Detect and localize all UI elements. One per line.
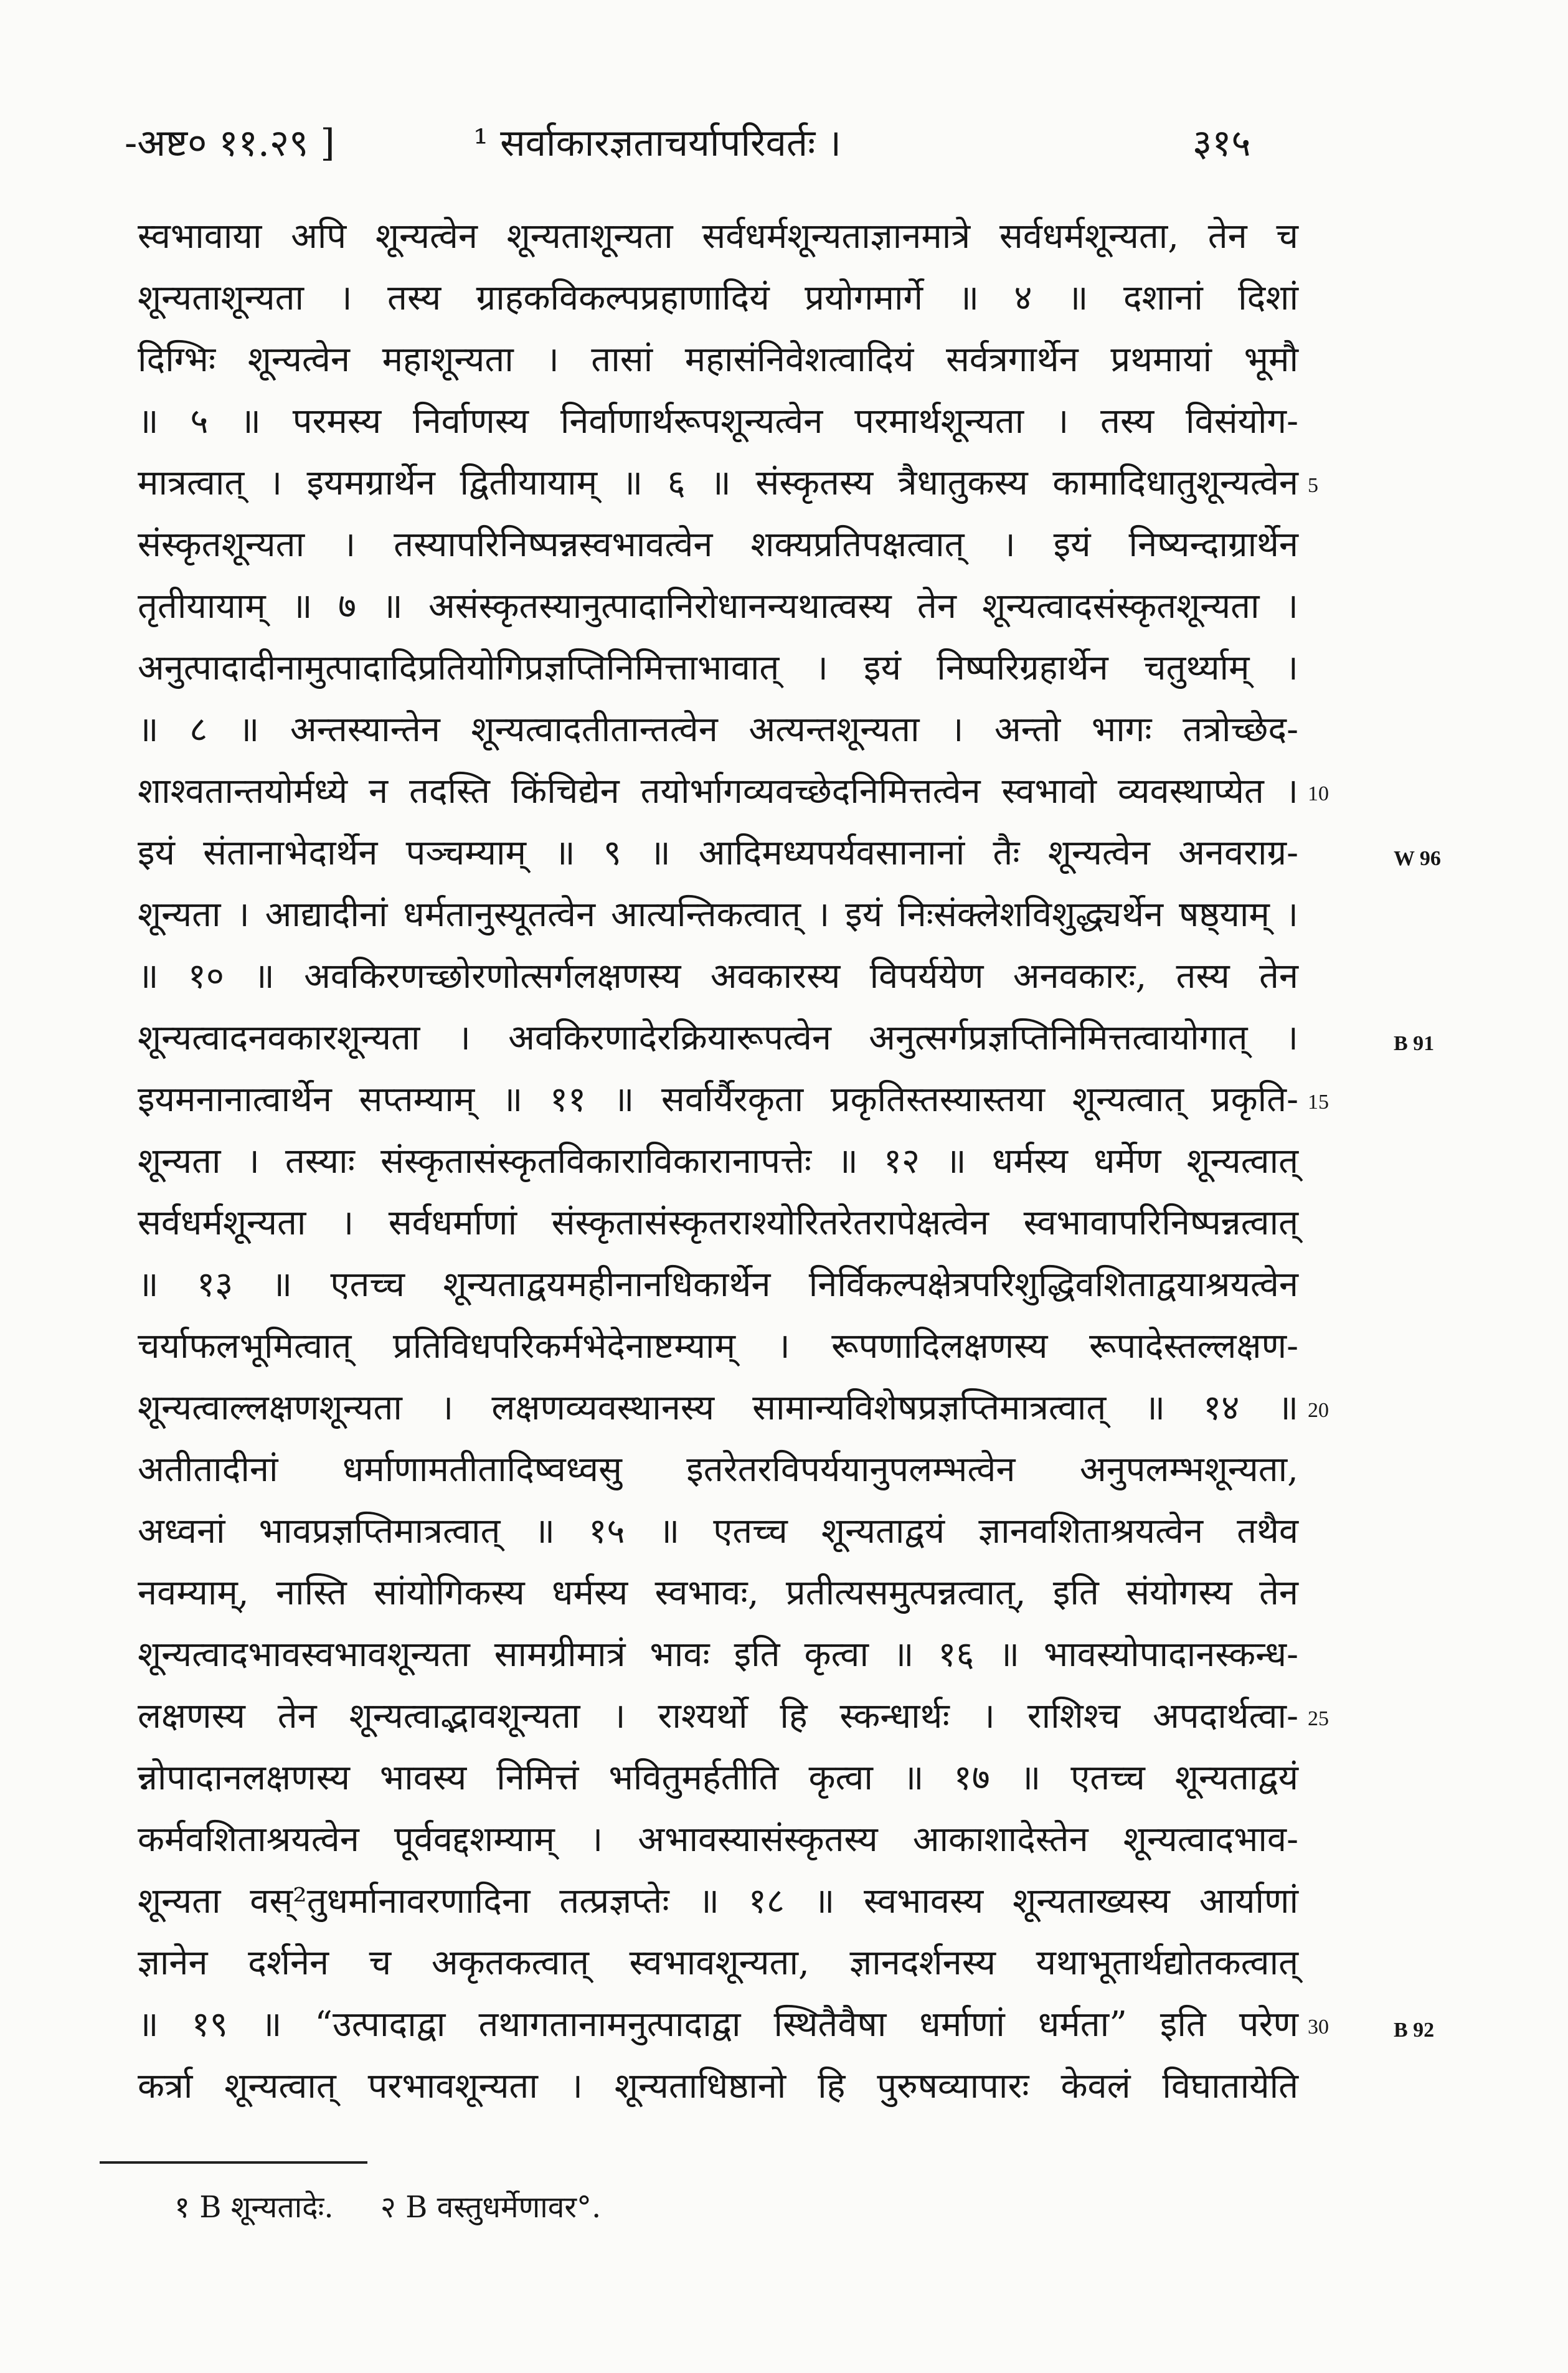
footnotes — [174, 2186, 638, 2227]
text-line: शून्यत्वाल्लक्षणशून्यता । लक्षणव्यवस्थानस्य सामान्यविशेषप्रज्ञप्तिमात्रत्वात् ॥ १४ ॥ — [138, 1388, 1298, 1428]
text-line: अनुत्पादादीनामुत्पादादिप्रतियोगिप्रज्ञप्तिनिमित्ताभावात् । इयं निष्परिग्रहार्थेन चतुर्थ्याम् । — [138, 648, 1298, 688]
text-line: इयं संतानाभेदार्थेन पञ्चम्याम् ॥ ९ ॥ आदिमध्यपर्यवसानानां तैः शून्यत्वेन अनवराग्र- — [138, 833, 1298, 873]
text-line: चर्याफलभूमित्वात् प्रतिविधपरिकर्मभेदेनाष्टम्याम् । रूपणादिलक्षणस्य रूपादेस्तल्लक्षण- — [138, 1326, 1298, 1366]
text-line: ॥ १३ ॥ एतच्च शून्यताद्वयमहीनानधिकार्थेन निर्विकल्पक्षेत्रपरिशुद्धिवशिताद्वयाश्रयत्वेन — [138, 1264, 1298, 1305]
line-number: 10 — [1308, 782, 1329, 805]
text-line: शाश्वतान्तयोर्मध्ये न तदस्ति किंचिद्येन तयोर्भागव्यवच्छेदनिमित्तत्वेन स्वभावो व्यवस्थाप्येत । — [138, 771, 1298, 812]
page-number: ३१५ — [1193, 121, 1251, 165]
text-line: ॥ ५ ॥ परमस्य निर्वाणस्य निर्वाणार्थरूपशून्यत्वेन परमार्थशून्यता । तस्य विसंयोग- — [138, 401, 1298, 442]
running-head-reference: -अष्ट० ११.२९ ] — [125, 121, 335, 165]
text-line: न्नोपादानलक्षणस्य भावस्य निमित्तं भवितुमर्हतीति कृत्वा ॥ १७ ॥ एतच्च शून्यताद्वयं — [138, 1758, 1298, 1798]
text-line: शून्यत्वादनवकारशून्यता । अवकिरणादेरक्रियारूपत्वेन अनुत्सर्गप्रज्ञप्तिनिमित्तत्वायोगात् । — [138, 1018, 1298, 1058]
text-line: अतीतादीनां धर्माणामतीतादिष्वध्वसु इतरेतरविपर्ययानुपलम्भत्वेन अनुपलम्भशून्यता, — [138, 1449, 1298, 1490]
text-line: मात्रत्वात् । इयमग्रार्थेन द्वितीयायाम् ॥ ६ ॥ संस्कृतस्य त्रैधातुकस्य कामादिधातुशून्यत्वेन — [138, 463, 1298, 503]
text-line: शून्यताशून्यता । तस्य ग्राहकविकल्पप्रहाणादियं प्रयोगमार्गे ॥ ४ ॥ दशानां दिशां — [138, 278, 1298, 318]
text-line: ज्ञानेन दर्शनेन च अकृतकत्वात् स्वभावशून्यता, ज्ञानदर्शनस्य यथाभूतार्थद्योतकत्वात् — [138, 1943, 1298, 1983]
text-line: संस्कृतशून्यता । तस्यापरिनिष्पन्नस्वभावत्वेन शक्यप्रतिपक्षत्वात् । इयं निष्यन्दाग्रार्थेन — [138, 524, 1298, 565]
text-line: शून्यता । आद्यादीनां धर्मतानुस्यूतत्वेन आत्यन्तिकत्वात् । इयं निःसंक्लेशविशुद्ध्यर्थेन षष्ठ्याम् । — [138, 894, 1298, 935]
text-line: ॥ ८ ॥ अन्तस्यान्तेन शून्यत्वादतीतान्तत्वेन अत्यन्तशून्यता । अन्तो भागः तत्रोच्छेद- — [138, 709, 1298, 750]
text-line: नवम्याम्, नास्ति सांयोगिकस्य धर्मस्य स्वभावः, प्रतीत्यसमुत्पन्नत्वात्, इति संयोगस्य तेन — [138, 1573, 1298, 1613]
line-number: 15 — [1308, 1091, 1329, 1114]
text-line: स्वभावाया अपि शून्यत्वेन शून्यताशून्यता सर्वधर्मशून्यताज्ञानमात्रे सर्वधर्मशून्यता, तेन च — [138, 216, 1298, 257]
margin-note: W 96 — [1394, 847, 1441, 870]
footnote-2: २ B वस्तुधर्मेणावर°. — [380, 2190, 602, 2225]
footnote-1: १ B शून्यतादेः. — [174, 2190, 334, 2225]
text-line: शून्यता वस्²तुधर्मानावरणादिना तत्प्रज्ञप्तेः ॥ १८ ॥ स्वभावस्य शून्यताख्यस्य आर्याणां — [138, 1881, 1298, 1921]
margin-note: B 92 — [1394, 2019, 1435, 2042]
text-line: तृतीयायाम् ॥ ७ ॥ असंस्कृतस्यानुत्पादानिरोधानन्यथात्वस्य तेन शून्यत्वादसंस्कृतशून्यता । — [138, 586, 1298, 627]
text-line: शून्यत्वादभावस्वभावशून्यता सामग्रीमात्रं भावः इति कृत्वा ॥ १६ ॥ भावस्योपादानस्कन्ध- — [138, 1634, 1298, 1675]
text-line: दिग्भिः शून्यत्वेन महाशून्यता । तासां महासंनिवेशत्वादियं सर्वत्रगार्थेन प्रथमायां भूमौ — [138, 339, 1298, 380]
text-line: ॥ १९ ॥ “उत्पादाद्वा तथागतानामनुत्पादाद्वा स्थितैवैषा धर्माणां धर्मता” इति परेण — [138, 2004, 1298, 2045]
text-line: अध्वनां भावप्रज्ञप्तिमात्रत्वात् ॥ १५ ॥ एतच्च शून्यताद्वयं ज्ञानवशिताश्रयत्वेन तथैव — [138, 1511, 1298, 1551]
line-number: 25 — [1308, 1707, 1329, 1730]
line-number: 20 — [1308, 1399, 1329, 1422]
running-head-title: ¹ सर्वाकारज्ञताचर्यापरिवर्तः । — [473, 121, 842, 165]
text-line: ॥ १० ॥ अवकिरणच्छोरणोत्सर्गलक्षणस्य अवकारस्य विपर्ययेण अनवकारः, तस्य तेन — [138, 956, 1298, 997]
text-line: सर्वधर्मशून्यता । सर्वधर्माणां संस्कृतासंस्कृतराश्योरितरेतरापेक्षत्वेन स्वभावापरिनिष्पन्नत्वात् — [138, 1203, 1298, 1243]
footnote-rule — [100, 2161, 367, 2164]
text-line: इयमनानात्वार्थेन सप्तम्याम् ॥ ११ ॥ सर्वार्यैरकृता प्रकृतिस्तस्यास्तया शून्यत्वात् प्रकृति- — [138, 1079, 1298, 1120]
text-line: लक्षणस्य तेन शून्यत्वाद्भावशून्यता । राश्यर्थो हि स्कन्धार्थः । राशिश्च अपदार्थत्वा- — [138, 1696, 1298, 1736]
margin-note: B 91 — [1394, 1032, 1435, 1055]
line-number: 30 — [1308, 2015, 1329, 2039]
text-line: कर्त्रा शून्यत्वात् परभावशून्यता । शून्यताधिष्ठानो हि पुरुषव्यापारः केवलं विघातायेति — [138, 2066, 1298, 2106]
line-number: 5 — [1308, 474, 1318, 497]
text-line: कर्मवशिताश्रयत्वेन पूर्ववद्दशम्याम् । अभावस्यासंस्कृतस्य आकाशादेस्तेन शून्यत्वादभाव- — [138, 1819, 1298, 1860]
body-text — [138, 206, 1298, 2117]
text-line: शून्यता । तस्याः संस्कृतासंस्कृतविकाराविकारानापत्तेः ॥ १२ ॥ धर्मस्य धर्मेण शून्यत्वात् — [138, 1141, 1298, 1182]
